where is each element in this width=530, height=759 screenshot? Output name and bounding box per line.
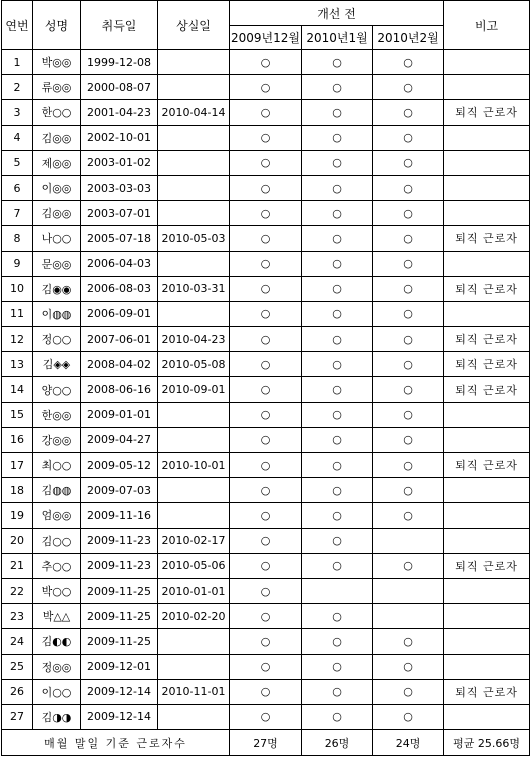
cell-month-1-mark: ○ [230, 75, 302, 100]
cell-month-3-mark [373, 528, 444, 553]
cell-month-3-mark: ○ [373, 704, 444, 729]
cell-no: 9 [2, 251, 33, 276]
cell-name: 류◎◎ [33, 75, 81, 100]
table-row [2, 251, 530, 276]
cell-month-3-mark: ○ [373, 503, 444, 528]
cell-no: 20 [2, 528, 33, 553]
cell-acquired-date: 2006-04-03 [81, 251, 158, 276]
table-row [2, 704, 530, 729]
cell-no: 4 [2, 125, 33, 150]
footer-month-2-count: 26명 [302, 730, 373, 756]
cell-lost-date: 2010-02-20 [158, 604, 230, 629]
cell-acquired-date: 2009-11-25 [81, 578, 158, 603]
table-row [2, 604, 530, 629]
header-lost: 상실일 [158, 1, 230, 50]
cell-no: 10 [2, 276, 33, 301]
cell-no: 16 [2, 427, 33, 452]
cell-no: 23 [2, 604, 33, 629]
cell-no: 25 [2, 654, 33, 679]
cell-month-3-mark: ○ [373, 402, 444, 427]
cell-lost-date [158, 301, 230, 326]
cell-month-3-mark: ○ [373, 125, 444, 150]
cell-month-3-mark: ○ [373, 327, 444, 352]
cell-acquired-date: 2003-01-02 [81, 150, 158, 175]
cell-name: 김◐◐ [33, 629, 81, 654]
cell-month-3-mark: ○ [373, 352, 444, 377]
table-row [2, 150, 530, 175]
cell-month-1-mark: ○ [230, 301, 302, 326]
cell-month-3-mark: ○ [373, 427, 444, 452]
table-footer [2, 730, 530, 756]
cell-month-2-mark: ○ [302, 553, 373, 578]
cell-name: 박△△ [33, 604, 81, 629]
cell-name: 김◉◉ [33, 276, 81, 301]
cell-acquired-date: 2000-08-07 [81, 75, 158, 100]
cell-lost-date: 2010-05-08 [158, 352, 230, 377]
cell-remark [444, 654, 530, 679]
cell-month-3-mark: ○ [373, 100, 444, 125]
cell-name: 김◑◑ [33, 704, 81, 729]
cell-acquired-date: 2007-06-01 [81, 327, 158, 352]
cell-name: 문◎◎ [33, 251, 81, 276]
cell-remark [444, 503, 530, 528]
cell-lost-date [158, 654, 230, 679]
cell-month-3-mark: ○ [373, 175, 444, 200]
cell-lost-date [158, 150, 230, 175]
cell-month-1-mark: ○ [230, 604, 302, 629]
cell-acquired-date: 2005-07-18 [81, 226, 158, 251]
cell-lost-date: 2010-04-23 [158, 327, 230, 352]
cell-month-1-mark: ○ [230, 679, 302, 704]
cell-acquired-date: 2009-05-12 [81, 453, 158, 478]
cell-month-1-mark: ○ [230, 150, 302, 175]
table-row [2, 276, 530, 301]
cell-lost-date [158, 201, 230, 226]
cell-month-1-mark: ○ [230, 704, 302, 729]
cell-month-2-mark [302, 578, 373, 603]
cell-no: 12 [2, 327, 33, 352]
cell-month-3-mark: ○ [373, 75, 444, 100]
cell-remark: 퇴직 근로자 [444, 352, 530, 377]
cell-no: 14 [2, 377, 33, 402]
cell-acquired-date: 2009-11-16 [81, 503, 158, 528]
cell-month-1-mark: ○ [230, 251, 302, 276]
cell-acquired-date: 2009-12-14 [81, 679, 158, 704]
cell-month-3-mark: ○ [373, 478, 444, 503]
cell-lost-date [158, 704, 230, 729]
cell-name: 박◎◎ [33, 50, 81, 75]
cell-remark: 퇴직 근로자 [444, 453, 530, 478]
table-row [2, 327, 530, 352]
table-row [2, 100, 530, 125]
cell-lost-date: 2010-11-01 [158, 679, 230, 704]
cell-acquired-date: 2009-04-27 [81, 427, 158, 452]
cell-month-2-mark: ○ [302, 427, 373, 452]
cell-month-2-mark: ○ [302, 503, 373, 528]
cell-acquired-date: 2001-04-23 [81, 100, 158, 125]
cell-month-2-mark: ○ [302, 604, 373, 629]
cell-remark [444, 402, 530, 427]
cell-remark [444, 75, 530, 100]
cell-month-3-mark: ○ [373, 301, 444, 326]
cell-month-3-mark: ○ [373, 679, 444, 704]
cell-name: 정○○ [33, 327, 81, 352]
cell-no: 6 [2, 175, 33, 200]
worker-roster-table [1, 0, 530, 756]
cell-month-3-mark: ○ [373, 453, 444, 478]
cell-no: 24 [2, 629, 33, 654]
cell-month-2-mark: ○ [302, 175, 373, 200]
cell-month-2-mark: ○ [302, 226, 373, 251]
cell-no: 3 [2, 100, 33, 125]
table-row [2, 402, 530, 427]
table-row [2, 125, 530, 150]
cell-remark: 퇴직 근로자 [444, 377, 530, 402]
cell-name: 한○○ [33, 100, 81, 125]
cell-remark: 퇴직 근로자 [444, 276, 530, 301]
table-row [2, 50, 530, 75]
cell-name: 정◎◎ [33, 654, 81, 679]
cell-remark [444, 175, 530, 200]
table-row [2, 301, 530, 326]
cell-acquired-date: 2009-12-01 [81, 654, 158, 679]
cell-month-3-mark: ○ [373, 251, 444, 276]
cell-remark [444, 201, 530, 226]
cell-month-2-mark: ○ [302, 478, 373, 503]
table-row [2, 201, 530, 226]
cell-lost-date: 2010-09-01 [158, 377, 230, 402]
cell-acquired-date: 2006-08-03 [81, 276, 158, 301]
header-month-2: 2010년1월 [302, 26, 373, 50]
cell-lost-date: 2010-01-01 [158, 578, 230, 603]
cell-month-1-mark: ○ [230, 629, 302, 654]
cell-name: 한◎◎ [33, 402, 81, 427]
cell-lost-date [158, 427, 230, 452]
cell-name: 김○○ [33, 528, 81, 553]
cell-month-2-mark: ○ [302, 654, 373, 679]
cell-acquired-date: 2008-06-16 [81, 377, 158, 402]
cell-lost-date: 2010-05-06 [158, 553, 230, 578]
cell-month-1-mark: ○ [230, 226, 302, 251]
cell-month-2-mark: ○ [302, 704, 373, 729]
cell-lost-date: 2010-03-31 [158, 276, 230, 301]
table-row [2, 175, 530, 200]
cell-remark: 퇴직 근로자 [444, 100, 530, 125]
cell-month-1-mark: ○ [230, 578, 302, 603]
cell-no: 8 [2, 226, 33, 251]
cell-remark [444, 50, 530, 75]
table-row [2, 453, 530, 478]
cell-remark [444, 301, 530, 326]
cell-remark: 퇴직 근로자 [444, 553, 530, 578]
cell-no: 17 [2, 453, 33, 478]
cell-month-2-mark: ○ [302, 377, 373, 402]
cell-month-3-mark: ○ [373, 654, 444, 679]
cell-name: 김◎◎ [33, 125, 81, 150]
cell-remark [444, 629, 530, 654]
header-month-3: 2010년2월 [373, 26, 444, 50]
cell-acquired-date: 2003-07-01 [81, 201, 158, 226]
table-row [2, 503, 530, 528]
cell-remark [444, 478, 530, 503]
cell-month-1-mark: ○ [230, 276, 302, 301]
cell-month-2-mark: ○ [302, 453, 373, 478]
cell-lost-date [158, 629, 230, 654]
cell-lost-date [158, 125, 230, 150]
cell-name: 이◍◍ [33, 301, 81, 326]
cell-acquired-date: 2009-11-23 [81, 528, 158, 553]
cell-month-3-mark: ○ [373, 553, 444, 578]
cell-remark [444, 578, 530, 603]
cell-lost-date [158, 478, 230, 503]
cell-acquired-date: 2009-07-03 [81, 478, 158, 503]
cell-month-2-mark: ○ [302, 402, 373, 427]
cell-month-3-mark: ○ [373, 150, 444, 175]
table-row [2, 528, 530, 553]
header-before-group: 개선 전 [230, 1, 444, 26]
footer-month-1-count: 27명 [230, 730, 302, 756]
cell-month-1-mark: ○ [230, 50, 302, 75]
cell-lost-date [158, 75, 230, 100]
cell-lost-date: 2010-04-14 [158, 100, 230, 125]
cell-month-3-mark: ○ [373, 226, 444, 251]
cell-name: 양○○ [33, 377, 81, 402]
cell-month-1-mark: ○ [230, 327, 302, 352]
cell-month-2-mark: ○ [302, 327, 373, 352]
cell-acquired-date: 1999-12-08 [81, 50, 158, 75]
footer-label: 매월 말일 기준 근로자수 [2, 730, 230, 756]
cell-month-2-mark: ○ [302, 75, 373, 100]
cell-name: 김◍◍ [33, 478, 81, 503]
cell-month-2-mark: ○ [302, 679, 373, 704]
cell-remark [444, 604, 530, 629]
cell-no: 5 [2, 150, 33, 175]
cell-lost-date [158, 175, 230, 200]
cell-month-2-mark: ○ [302, 100, 373, 125]
cell-lost-date [158, 402, 230, 427]
cell-acquired-date: 2009-11-25 [81, 604, 158, 629]
cell-name: 제◎◎ [33, 150, 81, 175]
table-body [2, 50, 530, 730]
table-row [2, 352, 530, 377]
cell-name: 이◎◎ [33, 175, 81, 200]
cell-month-3-mark [373, 604, 444, 629]
cell-month-3-mark: ○ [373, 629, 444, 654]
cell-no: 21 [2, 553, 33, 578]
cell-month-3-mark [373, 578, 444, 603]
header-month-1: 2009년12월 [230, 26, 302, 50]
cell-name: 강◎◎ [33, 427, 81, 452]
header-acquired: 취득일 [81, 1, 158, 50]
cell-month-2-mark: ○ [302, 528, 373, 553]
cell-month-1-mark: ○ [230, 352, 302, 377]
cell-name: 엄◎◎ [33, 503, 81, 528]
cell-acquired-date: 2009-01-01 [81, 402, 158, 427]
cell-month-1-mark: ○ [230, 175, 302, 200]
cell-month-2-mark: ○ [302, 276, 373, 301]
table-row [2, 654, 530, 679]
cell-month-1-mark: ○ [230, 125, 302, 150]
cell-remark: 퇴직 근로자 [444, 226, 530, 251]
cell-acquired-date: 2008-04-02 [81, 352, 158, 377]
cell-acquired-date: 2003-03-03 [81, 175, 158, 200]
cell-no: 22 [2, 578, 33, 603]
cell-month-1-mark: ○ [230, 427, 302, 452]
table-row [2, 226, 530, 251]
cell-name: 최○○ [33, 453, 81, 478]
cell-name: 이○○ [33, 679, 81, 704]
cell-month-1-mark: ○ [230, 654, 302, 679]
cell-month-2-mark: ○ [302, 352, 373, 377]
cell-name: 김◎◎ [33, 201, 81, 226]
cell-month-1-mark: ○ [230, 528, 302, 553]
cell-remark [444, 150, 530, 175]
cell-month-1-mark: ○ [230, 201, 302, 226]
cell-month-2-mark: ○ [302, 150, 373, 175]
cell-month-1-mark: ○ [230, 100, 302, 125]
cell-no: 1 [2, 50, 33, 75]
table-row [2, 578, 530, 603]
cell-remark [444, 125, 530, 150]
cell-acquired-date: 2009-11-23 [81, 553, 158, 578]
cell-month-2-mark: ○ [302, 629, 373, 654]
cell-remark [444, 704, 530, 729]
footer-month-3-count: 24명 [373, 730, 444, 756]
cell-no: 27 [2, 704, 33, 729]
cell-name: 추○○ [33, 553, 81, 578]
cell-month-1-mark: ○ [230, 402, 302, 427]
cell-acquired-date: 2006-09-01 [81, 301, 158, 326]
cell-month-1-mark: ○ [230, 503, 302, 528]
footer-average: 평균 25.66명 [444, 730, 530, 756]
cell-lost-date: 2010-10-01 [158, 453, 230, 478]
cell-acquired-date: 2002-10-01 [81, 125, 158, 150]
cell-acquired-date: 2009-11-25 [81, 629, 158, 654]
cell-lost-date [158, 50, 230, 75]
cell-no: 26 [2, 679, 33, 704]
cell-name: 박○○ [33, 578, 81, 603]
cell-month-2-mark: ○ [302, 251, 373, 276]
cell-no: 19 [2, 503, 33, 528]
cell-month-3-mark: ○ [373, 201, 444, 226]
cell-month-2-mark: ○ [302, 50, 373, 75]
cell-month-1-mark: ○ [230, 453, 302, 478]
cell-no: 18 [2, 478, 33, 503]
table-row [2, 629, 530, 654]
cell-month-1-mark: ○ [230, 478, 302, 503]
table-row [2, 679, 530, 704]
cell-lost-date: 2010-02-17 [158, 528, 230, 553]
cell-month-3-mark: ○ [373, 50, 444, 75]
cell-month-2-mark: ○ [302, 125, 373, 150]
cell-lost-date: 2010-05-03 [158, 226, 230, 251]
cell-remark: 퇴직 근로자 [444, 327, 530, 352]
cell-lost-date [158, 251, 230, 276]
table-header [2, 1, 530, 50]
cell-no: 7 [2, 201, 33, 226]
table-row [2, 75, 530, 100]
cell-month-3-mark: ○ [373, 377, 444, 402]
cell-name: 나○○ [33, 226, 81, 251]
table-row [2, 478, 530, 503]
cell-month-2-mark: ○ [302, 301, 373, 326]
cell-no: 15 [2, 402, 33, 427]
cell-remark [444, 427, 530, 452]
cell-acquired-date: 2009-12-14 [81, 704, 158, 729]
table-row [2, 553, 530, 578]
cell-remark [444, 251, 530, 276]
cell-month-3-mark: ○ [373, 276, 444, 301]
table-row [2, 377, 530, 402]
cell-no: 2 [2, 75, 33, 100]
header-remark: 비고 [444, 1, 530, 50]
cell-remark [444, 528, 530, 553]
cell-no: 13 [2, 352, 33, 377]
cell-no: 11 [2, 301, 33, 326]
cell-name: 김◈◈ [33, 352, 81, 377]
cell-month-1-mark: ○ [230, 377, 302, 402]
table-row [2, 427, 530, 452]
cell-lost-date [158, 503, 230, 528]
header-name: 성명 [33, 1, 81, 50]
cell-remark: 퇴직 근로자 [444, 679, 530, 704]
cell-month-1-mark: ○ [230, 553, 302, 578]
header-no: 연번 [2, 1, 33, 50]
cell-month-2-mark: ○ [302, 201, 373, 226]
